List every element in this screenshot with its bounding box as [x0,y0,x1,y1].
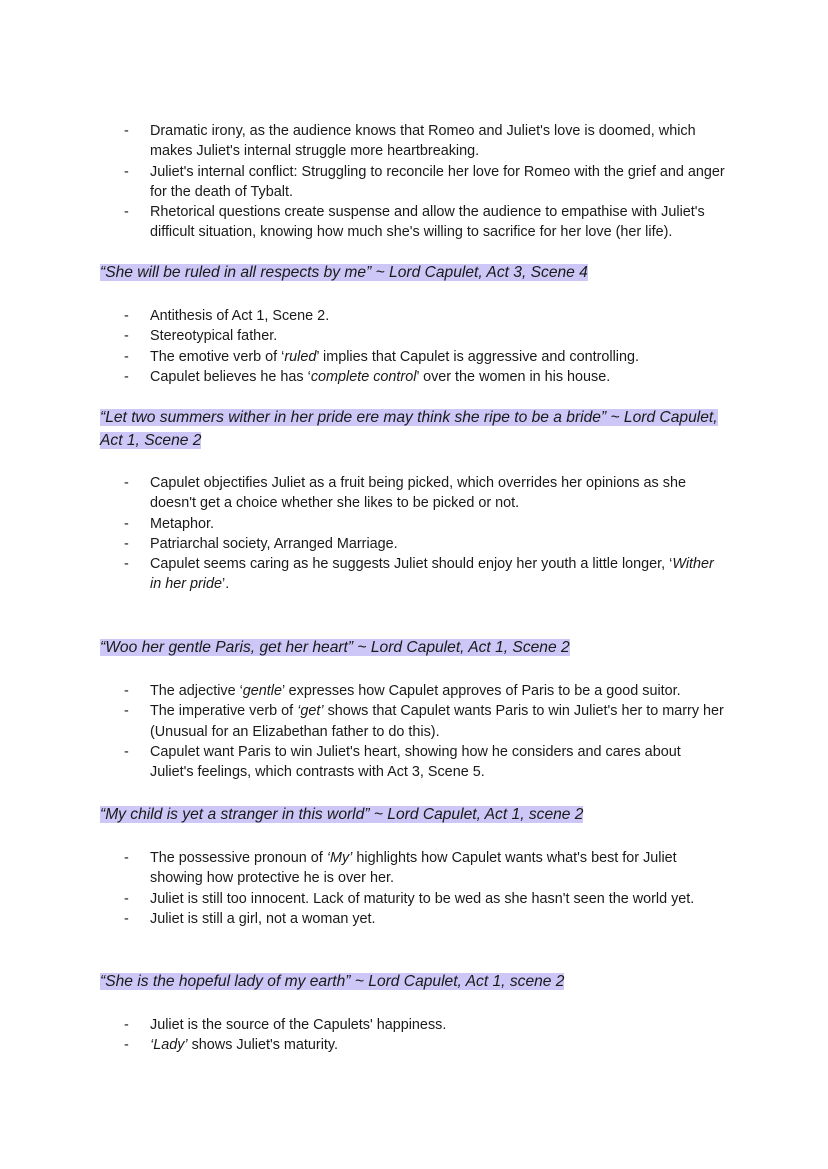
section-3 [0,681,828,782]
text-span: Juliet is still too innocent. Lack of maturity to be wed as she hasn't seen the world yet. [150,890,695,907]
bullet-dash: - [124,163,129,180]
text-span: complete control [310,368,417,385]
text-span: ’ implies that Capulet is aggressive and controlling. [316,348,639,365]
text-span: Antithesis of Act 1, Scene 2. [150,308,330,324]
list-item [0,306,828,326]
text-span: Wither in her pride [150,556,714,593]
text-span: Capulet believes he has ‘ [150,368,311,385]
bullet-list [0,1015,828,1056]
text-span: Patriarchal society, Arranged Marriage. [150,535,398,552]
list-item [0,1015,828,1035]
text-span: Stereotypical father. [150,328,278,345]
bullet-dash: - [124,683,129,699]
text-span: ‘Lady’ [150,1037,188,1054]
text-span: The imperative verb of [150,703,298,720]
text-span: ’ over the women in his house. [416,368,611,385]
text-span: Capulet seems caring as he suggests Juliet should enjoy her youth a little longer, ‘ [150,556,673,573]
text-span: Metaphor. [150,515,214,532]
section-1 [0,306,828,387]
list-item [0,162,828,203]
bullet-dash: - [124,850,129,866]
text-span: shows that Capulet wants Paris to win Juliet's her to marry her (Unusual for an Elizabethan father to do this). [150,703,724,740]
bullet-dash: - [124,123,129,139]
bullet-dash: - [124,1017,129,1033]
text-span: “Let two summers wither in her pride ere may think she ripe to be a bride” ~ Lord Capulet, Act 1, Scene 2 [100,409,718,449]
text-span: “She is the hopeful lady of my earth” ~ Lord Capulet, Act 1, scene 2 [100,973,565,990]
list-item [0,1035,828,1055]
quote-heading [100,262,728,285]
text-span: Juliet is the source of the Capulets' happiness. [150,1017,447,1033]
text-span: The possessive pronoun of [150,850,327,866]
list-item [0,742,828,783]
quote-heading [100,971,728,994]
list-item [0,701,828,742]
text-span: The adjective ‘ [150,683,243,699]
text-span: “She will be ruled in all respects by me” ~ Lord Capulet, Act 3, Scene 4 [100,264,588,281]
list-item [0,121,828,162]
bullet-dash: - [124,204,129,221]
bullet-dash: - [124,368,129,385]
text-span: Juliet is still a girl, not a woman yet. [150,910,376,927]
bullet-list [0,121,828,243]
list-item [0,848,828,889]
quote-heading [100,407,728,452]
text-span: shows Juliet's maturity. [187,1037,339,1054]
text-span: ‘My’ [326,850,353,866]
section-4 [0,848,828,929]
bullet-dash: - [124,328,129,345]
text-span: gentle [242,683,283,699]
text-span: The emotive verb of ‘ [150,348,285,365]
text-span: Juliet's internal conflict: Struggling to reconcile her love for Romeo with the grief and anger for the death of Tybalt. [150,163,725,200]
list-item [0,554,828,595]
bullet-dash: - [124,890,129,907]
bullet-dash: - [124,910,129,927]
list-item [0,889,828,909]
list-item [0,326,828,346]
bullet-dash: - [124,515,129,532]
list-item [0,347,828,367]
bullet-dash: - [124,308,129,324]
section-5 [0,1015,828,1056]
list-item [0,473,828,514]
text-span: ‘get’ [297,703,324,720]
bullet-dash: - [124,556,129,573]
bullet-list [0,848,828,929]
text-span: “My child is yet a stranger in this world” ~ Lord Capulet, Act 1, scene 2 [100,806,584,823]
bullet-list [0,681,828,782]
text-span: Capulet objectifies Juliet as a fruit being picked, which overrides her opinions as she doesn't get a choice whether she likes to be picked or not. [150,475,686,512]
list-item [0,367,828,387]
text-span: highlights how Capulet wants what's best for Juliet showing how protective he is over her. [150,850,677,887]
bullet-list [0,473,828,595]
list-item [0,681,828,701]
bullet-dash: - [124,535,129,552]
bullet-dash: - [124,348,129,365]
text-span: ’. [222,576,230,593]
text-span: Capulet want Paris to win Juliet's heart, showing how he considers and cares about Juliet's feelings, which contrasts with Act 3, Scene 5. [150,743,681,781]
bullet-list [0,306,828,387]
list-item [0,534,828,554]
text-span: ’ expresses how Capulet approves of Paris to be a good suitor. [282,683,681,699]
section-2 [0,473,828,595]
text-span: ruled [284,348,317,365]
quote-heading [100,637,728,660]
list-item [0,514,828,534]
bullet-dash: - [124,743,129,760]
bullet-dash: - [124,1037,129,1054]
list-item [0,909,828,929]
bullet-dash: - [124,703,129,720]
text-span: Rhetorical questions create suspense and allow the audience to empathise with Juliet's difficult situation, knowing how much she's willing to sacrifice for her love (her life). [150,204,705,241]
list-item [0,202,828,243]
text-span: Dramatic irony, as the audience knows that Romeo and Juliet's love is doomed, which makes Juliet's internal struggle more heartbreaking. [150,123,696,160]
bullet-dash: - [124,475,129,491]
quote-heading [100,804,728,827]
section-0 [0,121,828,243]
text-span: “Woo her gentle Paris, get her heart” ~ Lord Capulet, Act 1, Scene 2 [100,639,570,656]
